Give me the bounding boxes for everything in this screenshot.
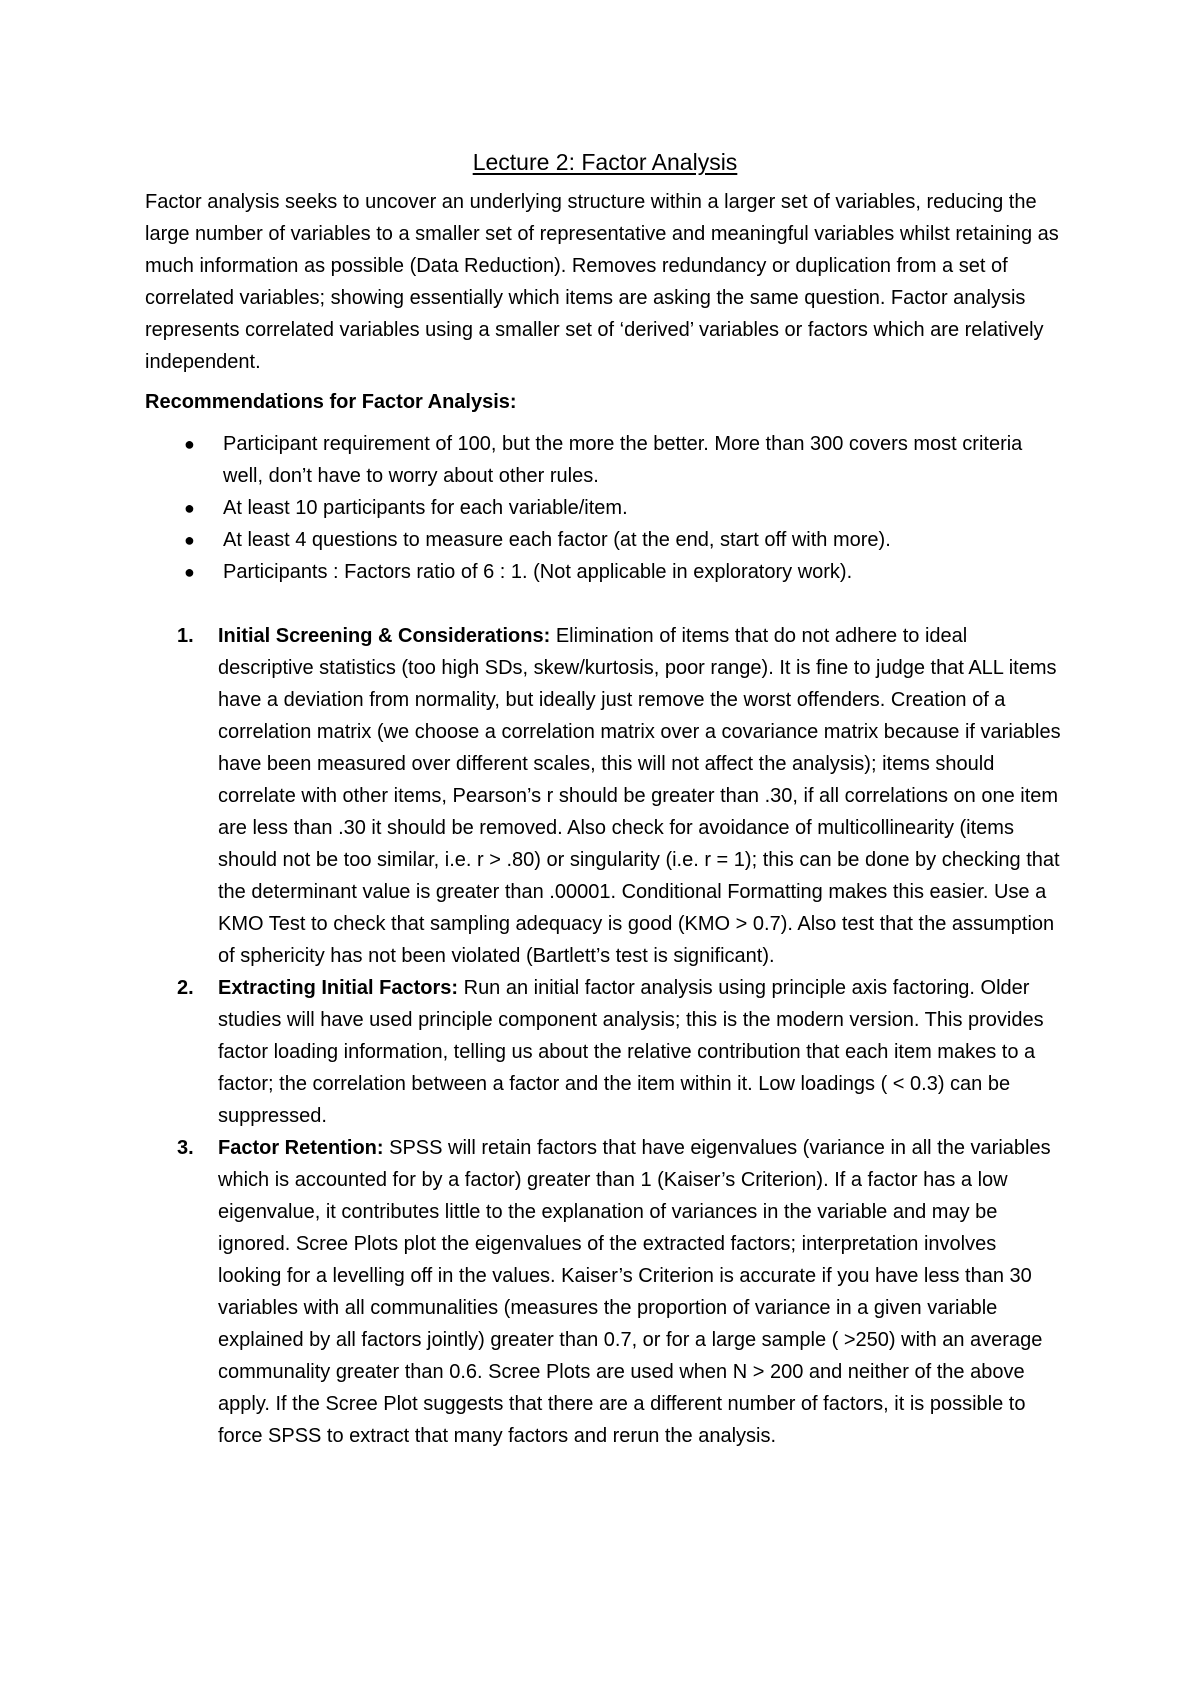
list-item-text: Participants : Factors ratio of 6 : 1. (Not applicable in exploratory work).	[223, 561, 853, 583]
step-title: Initial Screening & Considerations:	[218, 625, 551, 647]
step-text: SPSS will retain factors that have eigenvalues (variance in all the variables which is accounted for by a factor) greater than 1 (Kaiser’s Criterion). If a factor has a low eigenvalue, it contributes little to the explanation of variances in the variable and may be ignored. Scree Plots plot the eigenvalues of the extracted factors; interpretation involves looking for a levelling off in the values. Kaiser’s Criterion is accurate if you have less than 30 variables with all communalities (measures the proportion of variance in a given variable explained by all factors jointly) greater than 0.7, or for a large sample ( >250) with an average communality greater than 0.6. Scree Plots are used when N > 200 and neither of the above apply. If the Scree Plot suggests that there are a different number of factors, it is possible to force SPSS to extract that many factors and rerun the analysis.	[218, 1137, 1051, 1447]
step-text: Run an initial factor analysis using principle axis factoring. Older studies will have used principle component analysis; this is the modern version. This provides factor loading information, telling us about the relative contribution that each item makes to a factor; the correlation between a factor and the item within it. Low loadings ( < 0.3) can be suppressed.	[218, 977, 1044, 1127]
recommendations-heading: Recommendations for Factor Analysis:	[145, 391, 517, 413]
intro-paragraph: Factor analysis seeks to uncover an underlying structure within a larger set of variables, reducing the large number of variables to a smaller set of representative and meaningful variables whilst retaining as much information as possible (Data Reduction). Removes redundancy or duplication from a set of correlated variables; showing essentially which items are asking the same question. Factor analysis represents correlated variables using a smaller set of ‘derived’ variables or factors which are relatively independent.	[145, 191, 1059, 373]
list-item	[145, 524, 1065, 556]
step-item	[145, 1132, 1065, 1452]
steps-list	[145, 620, 1065, 1452]
recommendations-list	[145, 428, 1065, 588]
bullet-icon: ●	[184, 562, 195, 582]
page-title: Lecture 2: Factor Analysis	[472, 149, 738, 175]
list-item	[145, 556, 1065, 588]
step-number: 3.	[177, 1137, 194, 1159]
step-title: Factor Retention:	[218, 1137, 384, 1159]
step-number: 2.	[177, 977, 194, 999]
step-item	[145, 620, 1065, 972]
document-page	[145, 146, 1065, 1452]
list-item	[145, 428, 1065, 492]
bullet-icon: ●	[184, 434, 195, 454]
bullet-icon: ●	[184, 498, 195, 518]
list-item-text: At least 10 participants for each variable/item.	[223, 497, 628, 519]
list-item-text: Participant requirement of 100, but the more the better. More than 300 covers most criteria well, don’t have to worry about other rules.	[223, 433, 1023, 487]
list-item	[145, 492, 1065, 524]
step-number: 1.	[177, 625, 194, 647]
step-text: Elimination of items that do not adhere to ideal descriptive statistics (too high SDs, skew/kurtosis, poor range). It is fine to judge that ALL items have a deviation from normality, but ideally just remove the worst offenders. Creation of a correlation matrix (we choose a correlation matrix over a covariance matrix because if variables have been measured over different scales, this will not affect the analysis); items should correlate with other items, Pearson’s r should be greater than .30, if all correlations on one item are less than .30 it should be removed. Also check for avoidance of multicollinearity (items should not be too similar, i.e. r > .80) or singularity (i.e. r = 1); this can be done by checking that the determinant value is greater than .00001. Conditional Formatting makes this easier. Use a KMO Test to check that sampling adequacy is good (KMO > 0.7). Also test that the assumption of sphericity has not been violated (Bartlett’s test is significant).	[218, 625, 1061, 967]
bullet-icon: ●	[184, 530, 195, 550]
step-item	[145, 972, 1065, 1132]
list-item-text: At least 4 questions to measure each factor (at the end, start off with more).	[223, 529, 891, 551]
step-title: Extracting Initial Factors:	[218, 977, 459, 999]
